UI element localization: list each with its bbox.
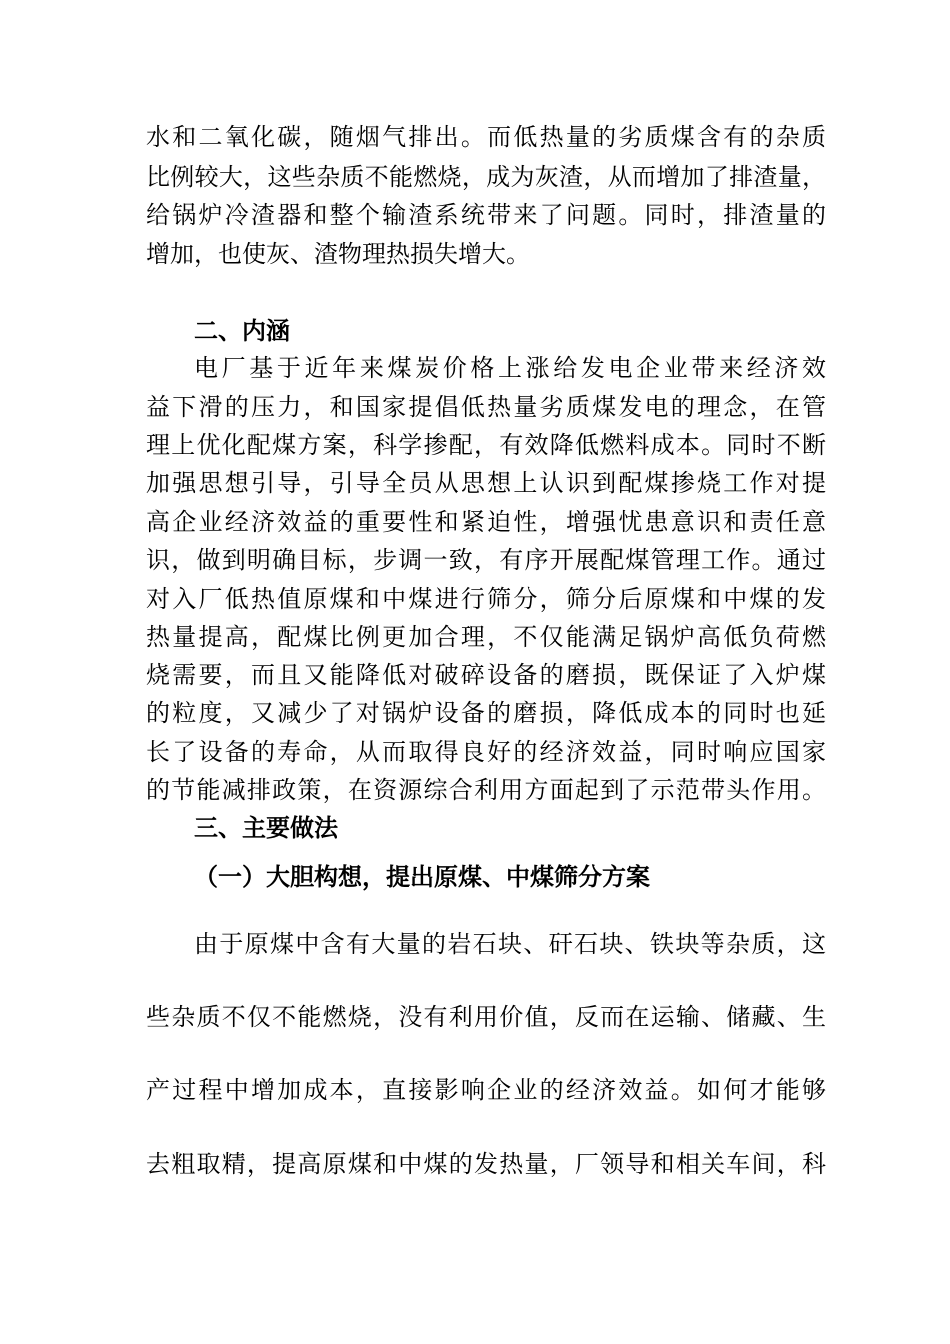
section-2-line-7: 对入厂低热值原煤和中煤进行筛分，筛分后原煤和中煤的发: [146, 585, 826, 613]
paragraph-1-line-1: 水和二氧化碳，随烟气排出。而低热量的劣质煤含有的杂质: [146, 123, 826, 151]
section-3-line-3: 产过程中增加成本，直接影响企业的经济效益。如何才能够: [146, 1076, 826, 1104]
paragraph-1-line-3: 给锅炉冷渣器和整个输渣系统带来了问题。同时，排渣量的: [146, 201, 826, 229]
section-2-line-8: 热量提高，配煤比例更加合理，不仅能满足锅炉高低负荷燃: [146, 623, 826, 651]
section-3-heading: 三、主要做法: [194, 813, 338, 842]
section-2-line-11: 长了设备的寿命，从而取得良好的经济效益，同时响应国家: [146, 738, 826, 766]
section-2-line-3: 理上优化配煤方案，科学掺配，有效降低燃料成本。同时不断: [146, 431, 826, 459]
section-3-line-1: 由于原煤中含有大量的岩石块、矸石块、铁块等杂质，这: [194, 930, 826, 958]
section-2-line-12: 的节能减排政策，在资源综合利用方面起到了示范带头作用。: [146, 776, 826, 804]
paragraph-1-line-4: 增加，也使灰、渣物理热损失增大。: [146, 240, 530, 268]
section-3-line-4: 去粗取精，提高原煤和中煤的发热量，厂领导和相关车间，科: [146, 1150, 826, 1178]
section-2-line-6: 识，做到明确目标，步调一致，有序开展配煤管理工作。通过: [146, 546, 826, 574]
section-2-line-9: 烧需要，而且又能降低对破碎设备的磨损，既保证了入炉煤: [146, 661, 826, 689]
section-2-line-2: 益下滑的压力，和国家提倡低热量劣质煤发电的理念，在管: [146, 393, 826, 421]
paragraph-1-line-2: 比例较大，这些杂质不能燃烧，成为灰渣，从而增加了排渣量，: [146, 163, 826, 191]
section-2-line-4: 加强思想引导，引导全员从思想上认识到配煤掺烧工作对提: [146, 469, 826, 497]
section-2-line-1: 电厂基于近年来煤炭价格上涨给发电企业带来经济效: [194, 354, 826, 382]
section-3-subheading: （一）大胆构想，提出原煤、中煤筛分方案: [194, 862, 650, 891]
section-3-line-2: 些杂质不仅不能燃烧，没有利用价值，反而在运输、储藏、生: [146, 1003, 826, 1031]
section-2-heading: 二、内涵: [194, 316, 290, 345]
section-2-line-10: 的粒度，又减少了对锅炉设备的磨损，降低成本的同时也延: [146, 699, 826, 727]
section-2-line-5: 高企业经济效益的重要性和紧迫性，增强忧患意识和责任意: [146, 508, 826, 536]
